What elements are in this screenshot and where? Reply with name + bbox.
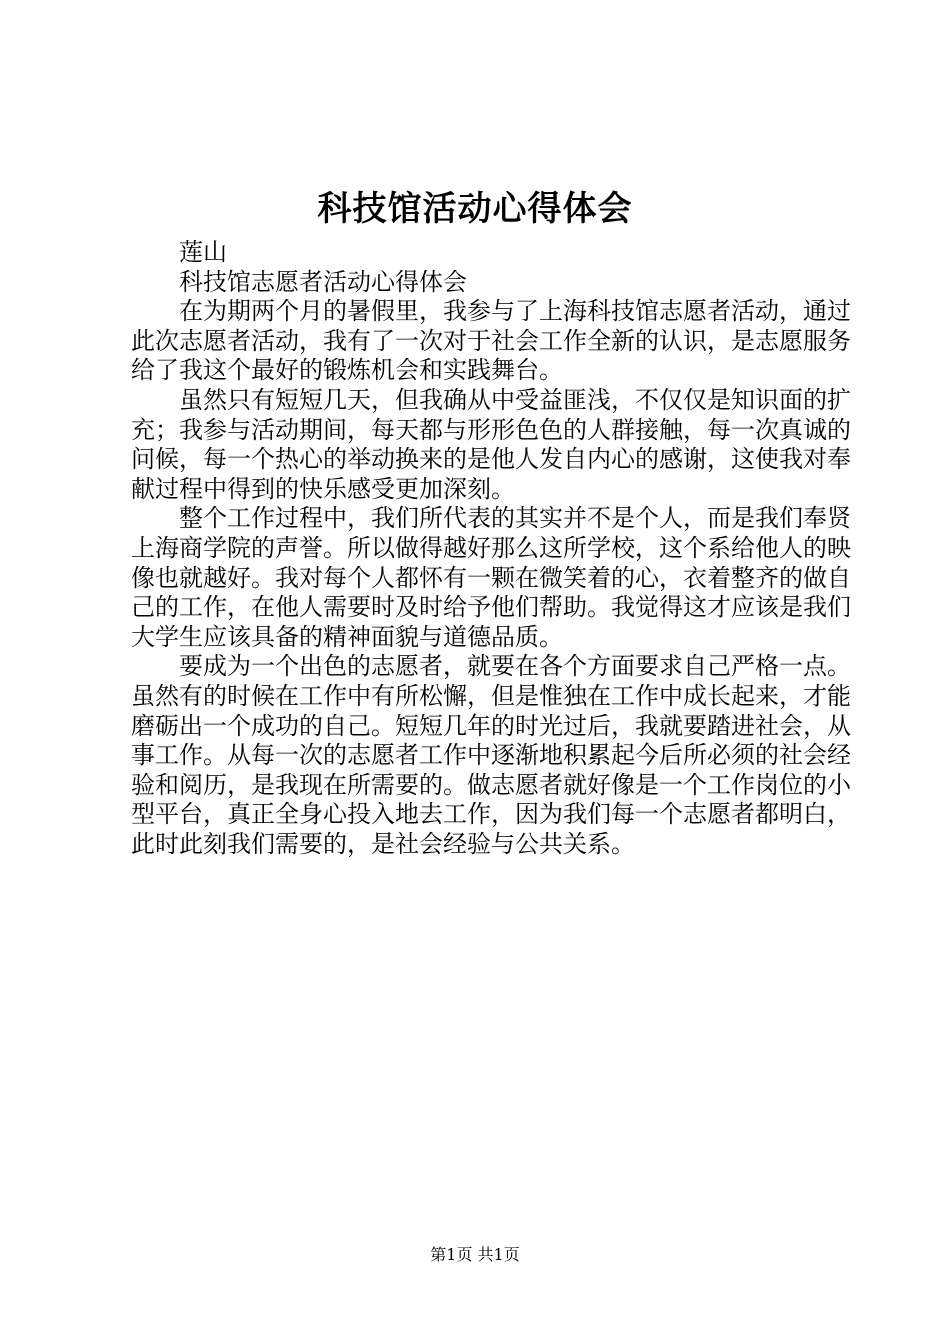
document-body: [131, 238, 851, 859]
paragraph-1: 在为期两个月的暑假里，我参与了上海科技馆志愿者活动，通过此次志愿者活动，我有了一次对于社会工作全新的认识，是志愿服务给了我这个最好的锻炼机会和实践舞台。: [131, 297, 851, 385]
page-number-footer: 第1页 共1页: [430, 1245, 520, 1264]
paragraph-4: 要成为一个出色的志愿者，就要在各个方面要求自己严格一点。虽然有的时候在工作中有所松懈，但是惟独在工作中成长起来，才能磨砺出一个成功的自己。短短几年的时光过后，我就要踏进社会，从事工作。从每一次的志愿者工作中逐渐地积累起今后所必须的社会经验和阅历，是我现在所需要的。做志愿者就好像是一个工作岗位的小型平台，真正全身心投入地去工作，因为我们每一个志愿者都明白，此时此刻我们需要的，是社会经验与公共关系。: [131, 652, 851, 858]
document-title: 科技馆活动心得体会: [317, 189, 633, 229]
paragraph-3: 整个工作过程中，我们所代表的其实并不是个人，而是我们奉贤上海商学院的声誉。所以做得越好那么这所学校，这个系给他人的映像也就越好。我对每个人都怀有一颗在微笑着的心，衣着整齐的做自己的工作，在他人需要时及时给予他们帮助。我觉得这才应该是我们大学生应该具备的精神面貌与道德品质。: [131, 504, 851, 651]
author-line: 莲山: [179, 238, 227, 266]
paragraph-2: 虽然只有短短几天，但我确从中受益匪浅，不仅仅是知识面的扩充；我参与活动期间，每天都与形形色色的人群接触，每一次真诚的问候，每一个热心的举动换来的是他人发自内心的感谢，这使我对奉献过程中得到的快乐感受更加深刻。: [131, 385, 851, 503]
subtitle-line: 科技馆志愿者活动心得体会: [179, 267, 467, 296]
